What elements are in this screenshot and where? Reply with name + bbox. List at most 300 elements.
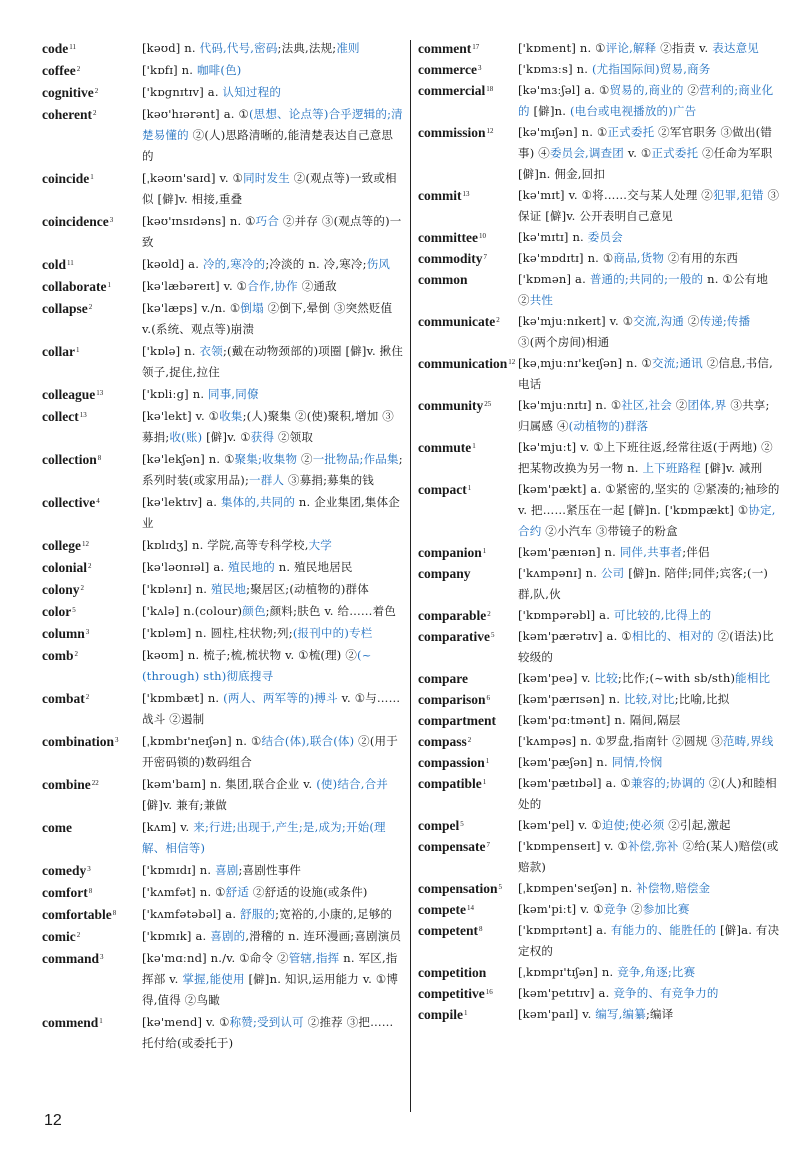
headword-text: color [42, 604, 72, 619]
definition-text: [僻]v. ① [202, 430, 251, 444]
definition-text: ['kɒləm] n. 圆柱,柱状物;列; [142, 626, 293, 640]
headword [418, 836, 518, 857]
definition-text: ,滑稽的 n. 连环漫画;喜剧演员 [245, 929, 402, 943]
dictionary-entry [418, 248, 780, 269]
definition-text: ;法典,法规; [277, 41, 337, 55]
definition-text: ;聚居区;(动植物的)群体 [246, 582, 369, 596]
headword [42, 774, 142, 795]
frequency-count: 2 [496, 316, 500, 324]
definition [142, 276, 404, 297]
definition-text: ③募捐;募集的钱 [284, 473, 374, 487]
dictionary-entry [418, 626, 780, 668]
definition [142, 882, 404, 903]
dictionary-entry [42, 82, 404, 103]
highlighted-meaning: 交流,沟通 [633, 314, 684, 328]
headword [418, 269, 518, 290]
highlighted-meaning: 掌握,能使用 [182, 972, 245, 986]
definition-text: ② [671, 398, 688, 412]
definition [142, 860, 404, 881]
frequency-count: 1 [99, 1017, 103, 1025]
definition [142, 601, 404, 622]
headword-text: commodity [418, 251, 483, 266]
headword [42, 82, 142, 103]
definition-text: [kə'mjuːnɪkeɪt] v. ① [518, 314, 634, 328]
definition [518, 563, 780, 605]
definition-text: ②推荐 ③把……托付给(或委托于) [142, 1015, 394, 1050]
frequency-count: 3 [100, 953, 104, 961]
definition-text: v. ① [624, 146, 652, 160]
headword [418, 353, 518, 374]
highlighted-meaning: 殖民地的 [228, 560, 275, 574]
frequency-count: 8 [478, 925, 483, 933]
definition-text: [kəʊm] n. 梳子;梳,梳状物 v. ①梳(理) ② [142, 648, 358, 662]
highlighted-meaning: (动植物的)群落 [568, 419, 649, 433]
definition [142, 38, 404, 59]
highlighted-meaning: 咖啡(色) [196, 63, 242, 77]
headword-text: compass [418, 734, 467, 749]
headword [418, 773, 518, 794]
headword [42, 168, 142, 189]
frequency-count: 3 [477, 64, 482, 72]
definition-text: ② [683, 83, 700, 97]
dictionary-entry [42, 817, 404, 859]
highlighted-meaning: 巧合 [255, 214, 280, 228]
highlighted-meaning: 结合(体),联合(体) [261, 734, 355, 748]
definition [518, 815, 780, 836]
highlighted-meaning: 同伴,共事者 [619, 545, 683, 559]
definition-text: [kə'mjuːnɪtɪ] n. ① [518, 398, 622, 412]
highlighted-meaning: 收集 [219, 409, 243, 423]
headword [418, 38, 518, 59]
dictionary-entry [418, 353, 780, 395]
highlighted-meaning: 代码,代号,密码 [199, 41, 278, 55]
headword-text: colonial [42, 560, 88, 575]
definition [142, 645, 404, 687]
frequency-count: 11 [67, 259, 74, 267]
dictionary-entry [42, 731, 404, 773]
definition [142, 298, 404, 340]
definition [142, 82, 404, 103]
frequency-count: 8 [112, 909, 117, 917]
headword [418, 920, 518, 941]
definition-text: ③保证 [僻]v. 公开表明自己意见 [518, 188, 780, 223]
definition-text: [僻]n. 知识,运用能力 v. ①博得,值得 ②鸟瞰 [142, 972, 399, 1007]
highlighted-meaning: 正式委托 [607, 125, 655, 139]
headword-text: comfortable [42, 907, 112, 922]
definition-text: [kə'ləʊnɪəl] a. [142, 560, 229, 574]
definition [142, 254, 404, 275]
highlighted-meaning: (尤指国际间)贸易,商务 [591, 62, 711, 76]
headword [42, 276, 142, 297]
definition-text: [kəm'pæʃən] n. [518, 755, 612, 769]
definition-text: [kəʊ'ɪnsɪdəns] n. ① [142, 214, 256, 228]
definition-text: ②军官职务 ③做出(错事) ④ [518, 125, 773, 160]
definition-text: ②小汽车 ③带镜子的粉盒 [541, 524, 678, 538]
dictionary-entry [42, 298, 404, 340]
headword-text: commute [418, 440, 472, 455]
definition [518, 962, 780, 983]
highlighted-meaning: 比较 [594, 671, 618, 685]
definition [142, 341, 404, 383]
frequency-count: 8 [97, 454, 102, 462]
headword-text: combine [42, 777, 91, 792]
headword [42, 535, 142, 556]
headword-text: combat [42, 691, 85, 706]
highlighted-meaning: 补偿物,赔偿金 [636, 881, 711, 895]
highlighted-meaning: (使)结合,合并 [316, 777, 388, 791]
dictionary-entry [42, 860, 404, 881]
highlighted-meaning: 衣领 [199, 344, 223, 358]
dictionary-entry [42, 601, 404, 622]
definition [518, 710, 780, 731]
definition-text: ['kɒmbæt] n. [142, 691, 224, 705]
highlighted-meaning: 舒适 [225, 885, 250, 899]
definition [518, 248, 780, 269]
definition-text: ['kɒlə] n. [142, 344, 200, 358]
definition-text: ;(戴在动物颈部的)项圈 [僻]v. 揪住领子,捉住,拉住 [142, 344, 404, 379]
headword [418, 248, 518, 269]
highlighted-meaning: 集体的,共同的 [220, 495, 296, 509]
definition-text: n. 军区,指挥部 v. [142, 951, 398, 986]
definition-text: [kə'mɪʃən] n. ① [518, 125, 608, 139]
headword-text: coincidence [42, 214, 109, 229]
definition [518, 38, 780, 59]
dictionary-entry [418, 227, 780, 248]
definition-text: ②指责 v. [656, 41, 713, 55]
definition-text: ③共享;归属感 ④ [518, 398, 770, 433]
frequency-count: 11 [69, 43, 76, 51]
definition-text: ['kɒlənɪ] n. [142, 582, 212, 596]
headword-text: commercial [418, 83, 486, 98]
highlighted-meaning: 称赞;受到认可 [229, 1015, 304, 1029]
definition [518, 773, 780, 815]
dictionary-entry [42, 60, 404, 81]
frequency-count: 1 [467, 484, 472, 492]
dictionary-entry [418, 836, 780, 878]
headword [418, 122, 518, 143]
headword [418, 605, 518, 626]
headword-text: coincide [42, 171, 90, 186]
definition-text: [kəm'pɑːtmənt] n. 隔间,隔层 [518, 713, 681, 727]
headword-text: commerce [418, 62, 477, 77]
dictionary-entry [418, 437, 780, 479]
definition [518, 731, 780, 752]
headword-text: compassion [418, 755, 485, 770]
definition-text: [kəm'pænɪən] n. [518, 545, 620, 559]
definition [142, 623, 404, 644]
headword-text: compare [418, 671, 468, 686]
highlighted-meaning: 比较,对比 [624, 692, 675, 706]
definition [518, 395, 780, 437]
definition-text: [僻]n. 陪伴;同伴;宾客;(一)群,队,伙 [518, 566, 769, 601]
dictionary-entry [42, 254, 404, 275]
frequency-count: 5 [498, 883, 503, 891]
definition-text: [kəʊld] a. [142, 257, 203, 271]
definition-text: [kəm'peə] v. [518, 671, 595, 685]
definition [518, 878, 780, 899]
highlighted-meaning: 认知过程的 [222, 85, 282, 99]
definition-text: ['kɒmpenseɪt] v. ① [518, 839, 628, 853]
dictionary-entry [42, 926, 404, 947]
highlighted-meaning: 竞争,角逐;比赛 [617, 965, 696, 979]
frequency-count: 2 [85, 693, 90, 701]
highlighted-meaning: 委员会,调查团 [549, 146, 625, 160]
headword-text: communicate [418, 314, 496, 329]
definition-text: [kəʊd] n. [142, 41, 200, 55]
dictionary-entry [418, 395, 780, 437]
highlighted-meaning: 兼容的;协调的 [630, 776, 706, 790]
frequency-count: 2 [467, 736, 472, 744]
definition-text: [kəˌmjuːnɪ'keɪʃən] n. ① [518, 356, 652, 370]
headword [418, 437, 518, 458]
definition-text: ['kɒmpərəbl] a. [518, 608, 614, 622]
headword-text: commit [418, 188, 462, 203]
dictionary-entry [42, 104, 404, 167]
dictionary-entry [418, 605, 780, 626]
frequency-count: 5 [460, 820, 464, 828]
frequency-count: 18 [486, 85, 494, 93]
definition-text: [kɒlɪdʒ] n. 学院,高等专科学校, [142, 538, 309, 552]
dictionary-entry [42, 276, 404, 297]
dictionary-entry [418, 479, 780, 542]
headword [42, 60, 142, 81]
highlighted-meaning: (~(through) sth)彻底搜寻 [142, 648, 372, 683]
frequency-count: 13 [96, 389, 104, 397]
headword [42, 601, 142, 622]
headword [418, 185, 518, 206]
headword-text: community [418, 398, 484, 413]
definition [142, 211, 404, 253]
dictionary-entry [418, 59, 780, 80]
definition-text: ['kʌmfət] n. ① [142, 885, 226, 899]
highlighted-meaning: 正式委托 [651, 146, 699, 160]
headword [42, 623, 142, 644]
headword [418, 752, 518, 773]
definition [518, 185, 780, 227]
dictionary-entry [42, 38, 404, 59]
definition-text: ;喜剧性事件 [238, 863, 302, 877]
definition-text: [kəʊ'hɪərənt] a. ① [142, 107, 249, 121]
frequency-count: 1 [464, 1009, 468, 1017]
highlighted-meaning: 编写,编纂 [595, 1007, 646, 1021]
headword-text: comfort [42, 885, 88, 900]
headword-text: comparison [418, 692, 486, 707]
dictionary-entry [418, 269, 780, 311]
frequency-count: 12 [81, 540, 89, 548]
dictionary-entry [418, 983, 780, 1004]
definition-text: ;宽裕的,小康的,足够的 [275, 907, 393, 921]
definition-text: ②(用于开密码锁的)数码组合 [142, 734, 398, 769]
headword-text: collapse [42, 301, 88, 316]
highlighted-meaning: 获得 [250, 430, 275, 444]
highlighted-meaning: 评论,解释 [605, 41, 657, 55]
headword-text: collar [42, 344, 75, 359]
dictionary-entry [42, 406, 404, 448]
definition-text: [kəm'pel] v. ① [518, 818, 602, 832]
definition [518, 353, 780, 395]
highlighted-meaning: 倒塌 [240, 301, 264, 315]
definition-text: [kəm'petɪtɪv] a. [518, 986, 614, 1000]
headword-text: combination [42, 734, 115, 749]
highlighted-meaning: 传递;传播 [699, 314, 751, 328]
highlighted-meaning: 委员会 [587, 230, 623, 244]
dictionary-entry [418, 689, 780, 710]
headword-text: common [418, 272, 468, 287]
headword-text: company [418, 566, 471, 581]
definition-text: [kə'læps] v./n. ① [142, 301, 241, 315]
definition-text: ['kɒfɪ] n. [142, 63, 197, 77]
headword-text: competitive [418, 986, 485, 1001]
headword [418, 59, 518, 80]
headword [418, 962, 518, 983]
headword-text: competent [418, 923, 478, 938]
definition-text: [kəm'pærɪsən] n. [518, 692, 625, 706]
headword-text: commission [418, 125, 486, 140]
headword-text: command [42, 951, 99, 966]
highlighted-meaning: (两人、两军等的)搏斗 [223, 691, 338, 705]
dictionary-entry [42, 948, 404, 1011]
highlighted-meaning: 协定,合约 [518, 503, 776, 538]
headword-text: coffee [42, 63, 76, 78]
definition-text: ;伴侣 [682, 545, 710, 559]
highlighted-meaning: 来;行进;出现于,产生;是,成为;开始(理解、相信等) [142, 820, 386, 855]
headword-text: compete [418, 902, 466, 917]
headword-text: comb [42, 648, 74, 663]
definition [518, 122, 780, 185]
headword-text: comedy [42, 863, 87, 878]
headword-text: come [42, 820, 72, 835]
highlighted-meaning: 聚集;收集物 [234, 452, 298, 466]
headword-text: compartment [418, 713, 496, 728]
definition-text: ②通敌 [297, 279, 337, 293]
frequency-count: 7 [483, 253, 487, 261]
page-number: 12 [44, 1112, 62, 1129]
definition [518, 752, 780, 773]
headword [418, 542, 518, 563]
highlighted-meaning: 竞争 [603, 902, 628, 916]
dictionary-entry [42, 168, 404, 210]
headword-text: companion [418, 545, 482, 560]
definition-text: ;比喻,比拟 [674, 692, 730, 706]
frequency-count: 7 [486, 841, 490, 849]
definition [142, 104, 404, 167]
headword-text: coherent [42, 107, 92, 122]
headword [42, 104, 142, 125]
definition [142, 557, 404, 578]
headword-text: code [42, 41, 69, 56]
highlighted-meaning: (思想、论点等)合乎逻辑的;清楚易懂的 [142, 107, 403, 142]
definition-text: ②(人)和睦相处的 [518, 776, 777, 811]
definition-text: [kəm'baɪn] n. 集团,联合企业 v. [142, 777, 317, 791]
frequency-count: 2 [94, 87, 99, 95]
frequency-count: 1 [90, 173, 94, 181]
dictionary-entry [42, 211, 404, 253]
headword-text: cognitive [42, 85, 94, 100]
frequency-count: 2 [93, 109, 97, 117]
definition-text: [kə'mɜːʃəl] a. ① [518, 83, 610, 97]
highlighted-meaning: 一群人 [249, 473, 285, 487]
definition-text: ②领取 [274, 430, 314, 444]
column-divider [410, 40, 411, 1112]
headword [418, 626, 518, 647]
frequency-count: 5 [72, 606, 76, 614]
headword-text: compact [418, 482, 467, 497]
definition [142, 492, 404, 534]
definition-text: n. 企业集团,集体企业 [142, 495, 400, 530]
definition-text: ['kʌmfətəbəl] a. [142, 907, 241, 921]
highlighted-meaning: 共性 [529, 293, 554, 307]
definition [518, 80, 780, 122]
headword [42, 298, 142, 319]
headword [42, 38, 142, 59]
definition [142, 406, 404, 448]
frequency-count: 3 [109, 216, 114, 224]
definition [142, 384, 404, 405]
definition-text: ['kɒmɜːs] n. [518, 62, 592, 76]
dictionary-entry [42, 557, 404, 578]
definition-text: ['kʌmpənɪ] n. [518, 566, 601, 580]
definition [142, 579, 404, 600]
definition [518, 668, 780, 689]
definition-text: [kə'mɪtɪ] n. [518, 230, 588, 244]
definition-text: ②有用的东西 [664, 251, 739, 265]
frequency-count: 1 [485, 757, 490, 765]
definition [142, 731, 404, 773]
headword [418, 311, 518, 332]
dictionary-entry [42, 688, 404, 730]
definition [518, 59, 780, 80]
definition [142, 168, 404, 210]
highlighted-meaning: 表达意见 [712, 41, 760, 55]
highlighted-meaning: 管辖,指挥 [288, 951, 340, 965]
headword-text: compatible [418, 776, 482, 791]
definition-text: ['kʌlə] n.(colour) [142, 604, 243, 618]
headword [42, 579, 142, 600]
definition [518, 269, 780, 311]
definition [518, 605, 780, 626]
definition [142, 535, 404, 556]
dictionary-entry [418, 122, 780, 185]
highlighted-meaning: 伤风 [366, 257, 391, 271]
dictionary-entry [418, 731, 780, 752]
highlighted-meaning: 犯罪,犯错 [712, 188, 764, 202]
frequency-count: 2 [487, 610, 491, 618]
frequency-count: 3 [85, 628, 90, 636]
highlighted-meaning: 大学 [308, 538, 333, 552]
highlighted-meaning: 能相比 [735, 671, 771, 685]
definition-text: ②舒适的设施(或条件) [249, 885, 368, 899]
definition [518, 311, 780, 353]
frequency-count: 2 [74, 650, 78, 658]
highlighted-meaning: 准则 [336, 41, 360, 55]
headword-text: colony [42, 582, 80, 597]
definition-text: ② [297, 452, 313, 466]
dictionary-entry [418, 752, 780, 773]
definition-text: [kəm'piːt] v. ① [518, 902, 604, 916]
definition-text: [kəm'pætɪbəl] a. ① [518, 776, 631, 790]
dictionary-entry [418, 920, 780, 962]
definition [142, 688, 404, 730]
definition-text: [kə'mɑːnd] n./v. ①命令 ② [142, 951, 289, 965]
frequency-count: 12 [486, 127, 494, 135]
definition [518, 920, 780, 962]
headword [418, 731, 518, 752]
left-column [42, 38, 404, 1054]
dictionary-entry [42, 492, 404, 534]
headword-text: collective [42, 495, 96, 510]
headword-text: compile [418, 1007, 463, 1022]
definition-text: ②任命为军职 [僻]n. 佣金,回扣 [518, 146, 773, 181]
